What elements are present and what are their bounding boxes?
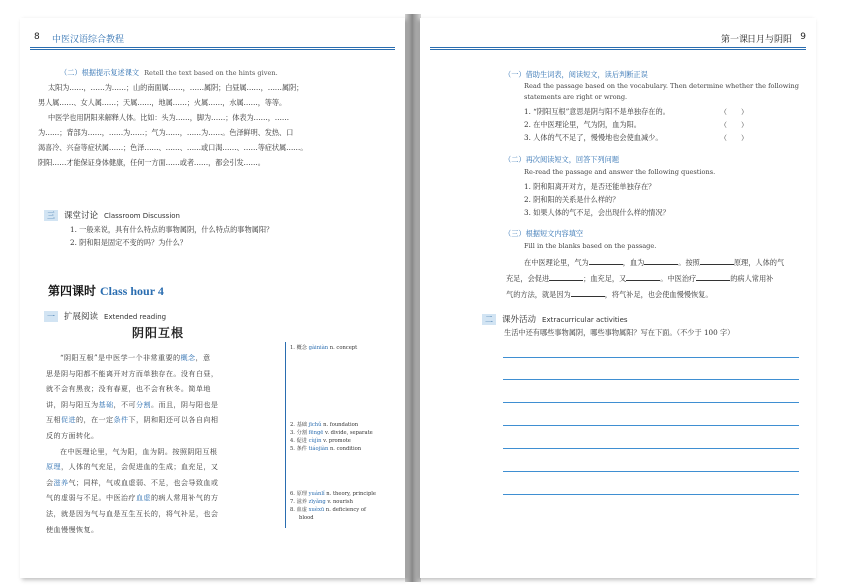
- judge-heading: （一）借助生词表，阅读短文，读后判断正误: [504, 70, 648, 79]
- judge-answer-blank-2[interactable]: （ ）: [720, 121, 748, 129]
- reading-text: 下，阴和阳还可以各自向相: [128, 415, 219, 425]
- fill-text: ，将气补足，也会使血慢慢恢复。: [604, 290, 713, 299]
- reading-text: 使血慢慢恢复。: [46, 524, 99, 534]
- reading-text: ，意: [195, 353, 211, 362]
- reading-line: [46, 366, 278, 382]
- reading-text: ，人体的气充足，会促进血的生成；血充足，又: [61, 462, 219, 472]
- reading-passage: [46, 350, 278, 537]
- fill-text: 原理，人体的气: [733, 258, 785, 267]
- fill-text: 气的方法，就是因为: [506, 290, 571, 299]
- vocab-note: [290, 438, 351, 446]
- vocab-note-word: 2. 基础: [290, 422, 309, 428]
- extended-reading-heading: 一 扩展阅读 Extended reading: [44, 310, 166, 322]
- judge-item-1: 1. “阴阳互根”意思是阴与阳不是单独存在的。: [524, 107, 670, 116]
- book-gutter: [405, 14, 421, 582]
- fill-text: ，血为: [622, 258, 645, 267]
- vocab-note-gloss: n. theory, principle: [324, 491, 376, 497]
- reading-title: 阴阳互根: [132, 326, 185, 340]
- activity-prompt: 生活中还有哪些事物属阴，哪些事物属阳？写在下面。（不少于 100 字）: [504, 328, 735, 337]
- discussion-question-2: 2. 阴和阳是固定不变的吗？为什么？: [70, 238, 187, 247]
- judge-heading-en-1: Read the passage based on the vocabulary. Then determine whether the following: [524, 82, 799, 90]
- vocab-note: [290, 422, 358, 430]
- vocab-note-gloss: blood: [299, 515, 314, 521]
- judge-item-3: 3. 人体的气不足了，慢慢地也会使血减少。: [524, 133, 663, 142]
- glossed-word: 分割: [135, 399, 151, 409]
- fill-heading-en: Fill in the blanks based on the passage.: [524, 242, 657, 250]
- fill-text: 。按照: [678, 258, 700, 267]
- vocab-note-word: 4. 促进: [290, 438, 309, 444]
- glossed-word: 基础: [98, 399, 114, 409]
- vocab-note-word: 3. 分割: [290, 430, 309, 436]
- retell-line: 中医学也用阴阳来解释人体。比如：头为……，脚为……；体表为……，……: [48, 113, 289, 122]
- reading-text: 的病人常用补气的方: [150, 493, 219, 503]
- discussion-question-1: 1. 一般来说，具有什么特点的事物属阴，什么特点的事物属阳？: [70, 225, 274, 234]
- reading-line: [46, 412, 278, 428]
- retell-line: 阴阳……才能保证身体健康，任何一方面……或者……，都会引发……。: [38, 158, 265, 167]
- writing-line[interactable]: [503, 357, 799, 358]
- reading-line: [46, 350, 278, 366]
- glossed-word: 原理: [46, 462, 61, 472]
- vocab-note-pinyin: zīyǎng: [308, 499, 326, 505]
- fill-line-2: [506, 272, 773, 286]
- glossed-word: 血虚: [135, 493, 151, 503]
- right-page: [420, 18, 816, 578]
- reading-text: ，不可: [113, 399, 136, 409]
- vocab-note-word: 8. 血虚: [290, 507, 309, 513]
- judge-item-2: 2. 在中医理论里，气为阴，血为阳。: [524, 120, 641, 129]
- book-title: 中医汉语综合教程: [52, 35, 125, 45]
- fill-text: 的病人常用补: [730, 274, 774, 283]
- vocab-note-gloss: n. deficiency of: [324, 507, 366, 513]
- vocab-note: [299, 515, 314, 523]
- reading-line: [46, 381, 278, 397]
- writing-line[interactable]: [503, 471, 799, 472]
- writing-line[interactable]: [503, 448, 799, 449]
- fill-blank[interactable]: [696, 273, 730, 281]
- left-page-number: 8: [34, 32, 40, 42]
- answer-question-2: 2. 阴和阳的关系是什么样的？: [524, 195, 620, 204]
- retell-line: 为……；背部为……，……为……；气为……，……为……。色泽鲜明、发热、口: [38, 128, 294, 137]
- writing-line[interactable]: [503, 402, 799, 403]
- reading-text: 讲，阴与阳互为: [46, 399, 99, 409]
- reading-text: 气；同样，气或血虚弱、不足，也会导致血或: [68, 477, 219, 487]
- chapter-title: 日月与阴阳: [746, 35, 792, 45]
- reading-text: 互相: [46, 415, 61, 425]
- glossed-word: 促进: [61, 415, 76, 425]
- writing-line[interactable]: [503, 379, 799, 380]
- vocab-note-gloss: n. condition: [328, 446, 362, 452]
- chapter-number: 第一课: [720, 35, 748, 45]
- vocab-note: [290, 345, 357, 353]
- reading-text: 反的方面转化。: [46, 430, 99, 440]
- judge-answer-blank-3[interactable]: （ ）: [720, 134, 748, 142]
- reading-line: [46, 459, 278, 475]
- reading-line: [46, 444, 278, 460]
- fill-blank[interactable]: [626, 273, 660, 281]
- reading-line: [46, 475, 278, 491]
- fill-text: 充足，会促进: [506, 274, 550, 283]
- retell-line: 男人属……、女人属……；天属……，地属……；火属……，水属……，等等。: [38, 98, 287, 107]
- judge-heading-en-2: statements are right or wrong.: [524, 93, 628, 101]
- vocab-note-gloss: n. concept: [328, 345, 358, 351]
- reading-text: 法，就是因为气与血是互生互长的，将气补足，也会: [46, 508, 219, 518]
- reading-text: 就不会有黑夜；没有春夏，也不会有秋冬。简单地: [46, 384, 211, 394]
- fill-text: 在中医理论里，气为: [524, 258, 589, 267]
- vocab-note-word: 5. 条件: [290, 446, 309, 452]
- answer-question-1: 1. 阴和阳离开对方，是否还能单独存在？: [524, 182, 656, 191]
- fill-line-1: [524, 256, 784, 270]
- left-page: [20, 18, 405, 578]
- vocab-note-gloss: v. divide, separate: [323, 430, 373, 436]
- reading-text: 气的虚弱与不足。中医治疗: [46, 493, 136, 503]
- vocab-note: [290, 430, 373, 438]
- vocab-note: [290, 499, 353, 507]
- vocab-note-pinyin: jīchǔ: [308, 422, 322, 428]
- right-running-header: [430, 28, 806, 50]
- vocab-note-pinyin: gàiniàn: [308, 345, 329, 351]
- fill-line-3: [506, 288, 713, 302]
- fill-text: ；血充足，又: [583, 274, 627, 283]
- vocab-note-pinyin: cùjìn: [308, 438, 322, 444]
- vocab-note-word: 1. 概念: [290, 345, 309, 351]
- reading-line: [46, 506, 278, 522]
- answer-question-3: 3. 如果人体的气不足，会出现什么样的情况？: [524, 208, 670, 217]
- vocab-note: [290, 446, 361, 454]
- header-rule: [30, 47, 395, 48]
- vocab-note-pinyin: fēngē: [308, 430, 324, 436]
- reading-line: [46, 522, 278, 538]
- glossed-word: 条件: [113, 415, 129, 425]
- header-rule: [430, 47, 806, 48]
- answer-heading: （二）再次阅读短文，回答下列问题: [504, 155, 620, 164]
- reading-text: 在中医理论里，气为阳，血为阴。按照阴阳互根: [60, 446, 218, 456]
- writing-line[interactable]: [503, 494, 799, 495]
- left-running-header: [30, 28, 395, 50]
- vocab-note-word: 6. 原理: [290, 491, 309, 497]
- fill-blank[interactable]: [571, 289, 605, 297]
- reading-text: 的，在一定: [76, 415, 114, 425]
- fill-heading: （三）根据短文内容填空: [504, 229, 584, 238]
- retell-line: 渴喜冷、兴奋等症状属……；色泽……、……、……或口渴……、……等症状属……。: [38, 143, 308, 152]
- reading-text: 会: [46, 477, 54, 487]
- judge-answer-blank-1[interactable]: （ ）: [720, 108, 748, 116]
- right-page-number: 9: [800, 32, 806, 42]
- fill-blank[interactable]: [644, 257, 678, 265]
- reading-line: [46, 397, 278, 413]
- glossed-word: 概念: [180, 353, 196, 362]
- fill-text: 。中医治疗: [660, 274, 697, 283]
- vocab-note-gloss: n. foundation: [321, 422, 359, 428]
- retell-line: 太阳为……，……为……；山的南面属……，……属阴；白昼属……，……属阴；: [48, 83, 304, 92]
- reading-text: 。而且，阴与阳也是: [150, 399, 219, 409]
- vocab-note-gloss: v. promote: [321, 438, 351, 444]
- vocab-note-pinyin: tiáojiàn: [308, 446, 329, 452]
- vocab-notes-divider: [285, 342, 286, 528]
- fill-blank[interactable]: [549, 273, 583, 281]
- vocab-note-gloss: v. nourish: [325, 499, 353, 505]
- writing-line[interactable]: [503, 425, 799, 426]
- vocab-note-pinyin: yuánlǐ: [308, 491, 325, 497]
- reading-line: [46, 428, 278, 444]
- vocab-note-pinyin: xuèxū: [308, 507, 325, 513]
- answer-heading-en: Re-read the passage and answer the following questions.: [524, 168, 716, 176]
- lesson-title: 第四课时 Class hour 4: [48, 284, 164, 298]
- retell-heading: （二）根据提示复述课文 Retell the text based on the hints given.: [60, 68, 278, 77]
- reading-line: [46, 490, 278, 506]
- vocab-note: [290, 491, 376, 499]
- discussion-section-heading: 三 课堂讨论 Classroom Discussion: [44, 209, 180, 221]
- fill-blank[interactable]: [589, 257, 623, 265]
- activity-section-heading: 二 课外活动 Extracurricular activities: [482, 313, 628, 325]
- reading-text: “阴阳互根”是中医学一个非常重要的: [60, 353, 181, 362]
- vocab-note-word: 7. 滋养: [290, 499, 309, 505]
- glossed-word: 滋养: [53, 477, 69, 487]
- reading-text: 思是阴与阳都不能离开对方而单独存在。没有白昼，: [46, 368, 219, 378]
- fill-blank[interactable]: [700, 257, 734, 265]
- vocab-note: [290, 507, 366, 515]
